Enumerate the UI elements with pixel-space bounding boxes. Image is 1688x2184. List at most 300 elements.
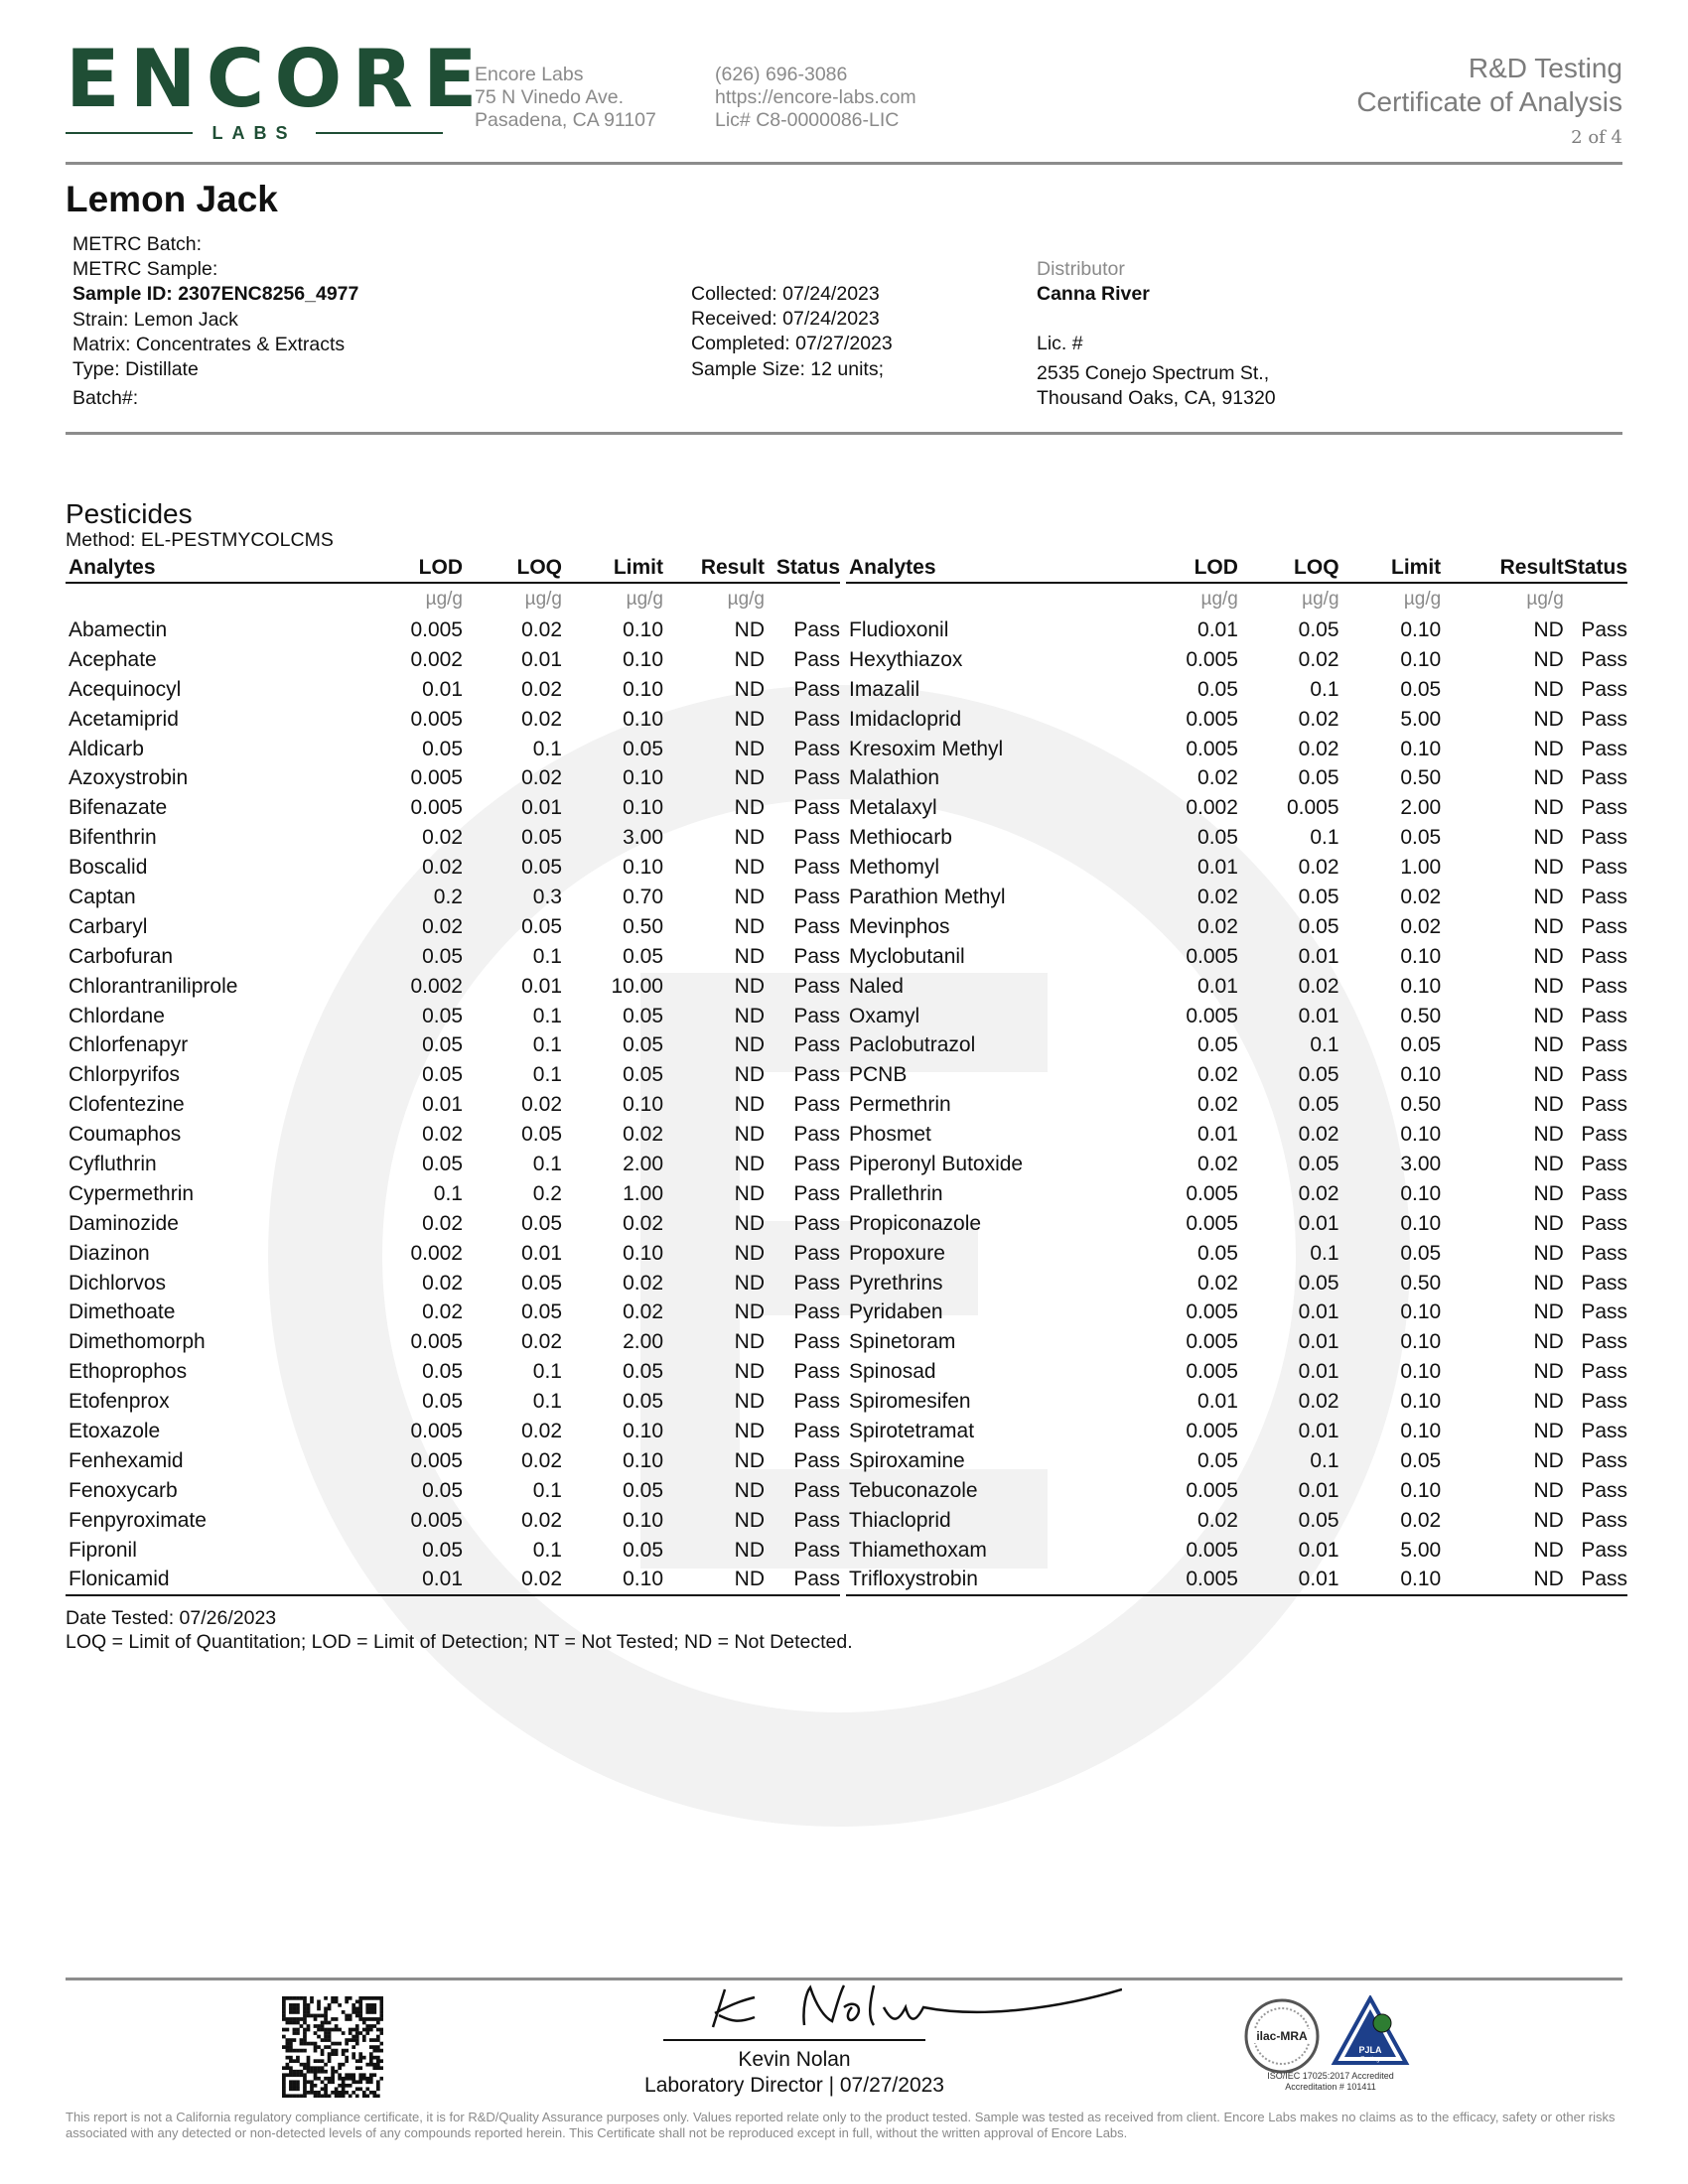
ilac-text: ilac-MRA xyxy=(1256,2029,1308,2043)
loq-value: 0.02 xyxy=(1298,1123,1339,1147)
table-row xyxy=(846,1030,1627,1060)
status-value: Pass xyxy=(793,826,840,850)
column-header: Status xyxy=(765,554,840,583)
limit-value: 0.10 xyxy=(1400,1419,1442,1442)
limit-value: 0.05 xyxy=(623,1033,663,1057)
status-value: Pass xyxy=(1581,1271,1627,1295)
lod-value: 0.005 xyxy=(1186,1478,1238,1502)
lod-value: 0.02 xyxy=(1197,1508,1238,1532)
limit-value: 0.10 xyxy=(1400,737,1442,760)
sample-type: Type: Distillate xyxy=(72,358,199,381)
loq-value: 0.01 xyxy=(1298,944,1339,968)
analyte-name: Fenpyroximate xyxy=(69,1508,207,1532)
status-value: Pass xyxy=(793,647,840,671)
loq-value: 0.02 xyxy=(521,1093,562,1117)
status-value: Pass xyxy=(1581,1063,1627,1087)
analyte-name: Metalaxyl xyxy=(849,796,937,820)
loq-value: 0.1 xyxy=(1310,826,1339,850)
lab-contact xyxy=(715,64,916,132)
table-row xyxy=(66,883,840,912)
lod-value: 0.005 xyxy=(410,707,463,731)
limit-value: 0.02 xyxy=(623,1271,663,1295)
column-header: Result xyxy=(663,554,765,583)
lod-value: 0.05 xyxy=(422,944,463,968)
status-value: Pass xyxy=(765,1566,840,1596)
analyte-name: Aldicarb xyxy=(69,737,144,760)
table-row xyxy=(846,853,1627,883)
report-title: Certificate of Analysis xyxy=(1356,86,1622,117)
table-row xyxy=(846,1476,1627,1506)
loq-value: 0.02 xyxy=(521,677,562,701)
table-row xyxy=(66,763,840,793)
result-value: ND xyxy=(1533,1419,1564,1442)
loq-value: 0.1 xyxy=(532,1538,562,1562)
loq-value: 0.05 xyxy=(521,914,562,938)
limit-value: 0.10 xyxy=(1400,617,1442,641)
loq-value: 0.005 xyxy=(1286,796,1339,820)
accreditation-number: Accreditation # 101411 xyxy=(1285,2082,1376,2092)
result-value: ND xyxy=(1533,1152,1564,1175)
lod-value: 0.005 xyxy=(1186,1419,1238,1442)
column-header: Status xyxy=(1564,554,1627,583)
table-row xyxy=(846,1297,1627,1327)
limit-value: 0.10 xyxy=(623,617,663,641)
result-value: ND xyxy=(734,1181,765,1205)
loq-value: 0.01 xyxy=(1298,1330,1339,1354)
lod-value: 0.002 xyxy=(1186,796,1238,820)
loq-value: 0.05 xyxy=(521,826,562,850)
limit-value: 0.10 xyxy=(1339,1566,1442,1596)
result-value: ND xyxy=(734,856,765,880)
info-divider xyxy=(66,432,1622,435)
limit-value: 10.00 xyxy=(611,974,663,998)
table-row xyxy=(66,1387,840,1417)
result-value: ND xyxy=(1533,914,1564,938)
limit-value: 0.50 xyxy=(1400,766,1442,790)
limit-value: 0.05 xyxy=(623,737,663,760)
limit-value: 0.10 xyxy=(1400,1390,1442,1414)
distributor-license: Lic. # xyxy=(1037,333,1083,355)
analyte-name: Spinetoram xyxy=(849,1330,956,1354)
analyte-name: PCNB xyxy=(849,1063,908,1087)
lod-value: 0.02 xyxy=(422,856,463,880)
loq-value: 0.02 xyxy=(1298,974,1339,998)
analyte-name: Fenoxycarb xyxy=(69,1478,178,1502)
status-value: Pass xyxy=(793,1004,840,1027)
status-value: Pass xyxy=(793,1330,840,1354)
result-value: ND xyxy=(734,766,765,790)
batch-number: Batch#: xyxy=(72,387,139,410)
signer-name: Kevin Nolan xyxy=(738,2048,851,2071)
lod-value: 0.01 xyxy=(1197,974,1238,998)
analyte-name: Carbofuran xyxy=(69,944,174,968)
status-value: Pass xyxy=(793,617,840,641)
lod-value: 0.005 xyxy=(1186,707,1238,731)
lod-value: 0.05 xyxy=(422,1004,463,1027)
limit-value: 0.02 xyxy=(1400,914,1442,938)
status-value: Pass xyxy=(1581,856,1627,880)
limit-value: 0.10 xyxy=(1400,1478,1442,1502)
table-header xyxy=(846,554,1627,583)
result-value: ND xyxy=(1533,1004,1564,1027)
lod-value: 0.02 xyxy=(422,826,463,850)
abbreviation-legend: LOQ = Limit of Quantitation; LOD = Limit of Detection; NT = Not Tested; ND = Not Detected. xyxy=(66,1631,853,1653)
limit-value: 0.10 xyxy=(1400,944,1442,968)
limit-value: 0.10 xyxy=(1400,1123,1442,1147)
lod-value: 0.005 xyxy=(1186,1004,1238,1027)
lod-value: 0.02 xyxy=(1197,1271,1238,1295)
lod-value: 0.05 xyxy=(422,1478,463,1502)
limit-value: 0.10 xyxy=(1400,647,1442,671)
limit-value: 0.05 xyxy=(1400,826,1442,850)
table-row xyxy=(846,942,1627,972)
lod-value: 0.005 xyxy=(1186,737,1238,760)
lod-value: 0.05 xyxy=(422,1033,463,1057)
table-row xyxy=(66,853,840,883)
limit-value: 0.70 xyxy=(623,885,663,908)
status-value: Pass xyxy=(1581,1478,1627,1502)
status-value: Pass xyxy=(1581,885,1627,908)
analyte-name: Chlorpyrifos xyxy=(69,1063,181,1087)
result-value: ND xyxy=(1533,885,1564,908)
table-row xyxy=(846,1327,1627,1357)
result-value: ND xyxy=(1533,737,1564,760)
status-value: Pass xyxy=(1581,826,1627,850)
table-row xyxy=(66,1179,840,1209)
table-row xyxy=(846,1506,1627,1536)
result-value: ND xyxy=(1533,1241,1564,1265)
result-value: ND xyxy=(734,1033,765,1057)
result-value: ND xyxy=(1533,766,1564,790)
result-value: ND xyxy=(734,737,765,760)
loq-value: 0.01 xyxy=(1298,1419,1339,1442)
limit-value: 0.05 xyxy=(623,1538,663,1562)
analyte-name: Spiroxamine xyxy=(849,1448,965,1472)
result-value: ND xyxy=(734,1478,765,1502)
status-value: Pass xyxy=(1581,677,1627,701)
result-value: ND xyxy=(734,1330,765,1354)
status-value: Pass xyxy=(793,766,840,790)
strain: Strain: Lemon Jack xyxy=(72,308,238,331)
limit-value: 0.02 xyxy=(1400,885,1442,908)
result-value: ND xyxy=(734,1241,765,1265)
table-row xyxy=(66,1417,840,1446)
signatory xyxy=(596,2047,993,2099)
analyte-name: Parathion Methyl xyxy=(849,885,1006,908)
loq-value: 0.1 xyxy=(532,1360,562,1384)
analyte-name: Fipronil xyxy=(69,1538,137,1562)
analyte-name: Flonicamid xyxy=(66,1566,324,1596)
column-header: Analytes xyxy=(66,554,324,583)
table-row xyxy=(66,1209,840,1239)
column-header: LOD xyxy=(1094,554,1238,583)
status-value: Pass xyxy=(793,1538,840,1562)
lod-value: 0.01 xyxy=(1197,617,1238,641)
table-row xyxy=(66,942,840,972)
status-value: Pass xyxy=(1581,766,1627,790)
limit-value: 0.05 xyxy=(623,1360,663,1384)
status-value: Pass xyxy=(793,1271,840,1295)
lod-value: 0.02 xyxy=(1197,1063,1238,1087)
status-value: Pass xyxy=(1581,707,1627,731)
analyte-name: Azoxystrobin xyxy=(69,766,189,790)
analyte-name: Oxamyl xyxy=(849,1004,920,1027)
lod-value: 0.005 xyxy=(410,1419,463,1442)
loq-value: 0.1 xyxy=(532,737,562,760)
lod-value: 0.005 xyxy=(410,1508,463,1532)
table-row xyxy=(66,1536,840,1566)
lod-value: 0.02 xyxy=(1197,1093,1238,1117)
table-row xyxy=(66,1120,840,1150)
column-header: Limit xyxy=(562,554,663,583)
lod-value: 0.01 xyxy=(1197,1123,1238,1147)
status-value: Pass xyxy=(793,1063,840,1087)
limit-value: 0.05 xyxy=(1400,1033,1442,1057)
completed-date: Completed: 07/27/2023 xyxy=(691,333,893,355)
limit-value: 0.50 xyxy=(623,914,663,938)
result-value: ND xyxy=(734,1093,765,1117)
analyte-name: Malathion xyxy=(849,766,940,790)
unit-label: µg/g xyxy=(1302,589,1339,610)
sample-id: Sample ID: 2307ENC8256_4977 xyxy=(72,283,359,306)
table-row xyxy=(66,972,840,1002)
loq-value: 0.02 xyxy=(521,1508,562,1532)
limit-value: 1.00 xyxy=(623,1181,663,1205)
result-value: ND xyxy=(1533,707,1564,731)
status-value: Pass xyxy=(793,856,840,880)
analyte-name: Myclobutanil xyxy=(849,944,965,968)
unit-label: µg/g xyxy=(1403,589,1442,610)
qr-code-icon xyxy=(282,1996,383,2098)
result-value: ND xyxy=(1533,974,1564,998)
analyte-name: Methomyl xyxy=(849,856,940,880)
limit-value: 2.00 xyxy=(623,1330,663,1354)
result-value: ND xyxy=(734,914,765,938)
status-value: Pass xyxy=(1581,1390,1627,1414)
loq-value: 0.01 xyxy=(521,796,562,820)
analyte-name: Carbaryl xyxy=(69,914,148,938)
loq-value: 0.01 xyxy=(1298,1478,1339,1502)
lod-value: 0.005 xyxy=(1186,1211,1238,1235)
lod-value: 0.01 xyxy=(422,677,463,701)
limit-value: 0.10 xyxy=(1400,974,1442,998)
table-row xyxy=(66,615,840,645)
table-row xyxy=(846,645,1627,675)
loq-value: 0.1 xyxy=(532,1063,562,1087)
loq-value: 0.02 xyxy=(1298,1390,1339,1414)
lod-value: 0.005 xyxy=(1186,1360,1238,1384)
status-value: Pass xyxy=(793,1211,840,1235)
loq-value: 0.02 xyxy=(521,766,562,790)
analyte-name: Spirotetramat xyxy=(849,1419,975,1442)
loq-value: 0.02 xyxy=(521,1330,562,1354)
analyte-name: Phosmet xyxy=(849,1123,931,1147)
analyte-name: Tebuconazole xyxy=(849,1478,978,1502)
distributor-city: Thousand Oaks, CA, 91320 xyxy=(1037,386,1276,409)
lod-value: 0.1 xyxy=(433,1181,463,1205)
table-row xyxy=(846,1090,1627,1120)
sample-size: Sample Size: 12 units; xyxy=(691,357,885,380)
limit-value: 0.02 xyxy=(623,1300,663,1324)
limit-value: 2.00 xyxy=(623,1152,663,1175)
table-row xyxy=(66,912,840,942)
status-value: Pass xyxy=(793,1123,840,1147)
result-value: ND xyxy=(734,1360,765,1384)
disclaimer: This report is not a California regulatory compliance certificate, it is for R&D/Quality Assurance purposes only. Values reported relate only to the product tested. Sample was tested as received from client. Encore Labs makes no claims as to the efficacy, safety or other risks associated with any detected or non-detected levels of any compounds reported herein. This Certificate shall not be reproduced except in full, without the written approval of Encore Labs. xyxy=(66,2110,1616,2140)
limit-value: 0.10 xyxy=(562,1566,663,1596)
loq-value: 0.02 xyxy=(521,1448,562,1472)
analyte-name: Spinosad xyxy=(849,1360,936,1384)
result-value: ND xyxy=(734,1271,765,1295)
result-value: ND xyxy=(734,885,765,908)
unit-label: µg/g xyxy=(1200,589,1238,610)
limit-value: 0.50 xyxy=(1400,1093,1442,1117)
status-value: Pass xyxy=(1581,737,1627,760)
limit-value: 0.05 xyxy=(1400,677,1442,701)
table-row xyxy=(66,1002,840,1031)
table-row xyxy=(846,883,1627,912)
lab-website: https://encore-labs.com xyxy=(715,86,916,108)
result-value: ND xyxy=(1533,1478,1564,1502)
loq-value: 0.02 xyxy=(521,617,562,641)
table-row xyxy=(846,615,1627,645)
result-value: ND xyxy=(1533,1448,1564,1472)
analyte-name: Dimethoate xyxy=(69,1300,176,1324)
analyte-name: Chlorantraniliprole xyxy=(69,974,238,998)
status-value: Pass xyxy=(793,885,840,908)
limit-value: 0.10 xyxy=(1400,1181,1442,1205)
date-tested: Date Tested: 07/26/2023 xyxy=(66,1607,277,1629)
limit-value: 0.05 xyxy=(1400,1241,1442,1265)
ilac-mra-logo-icon xyxy=(1243,1997,1321,2075)
limit-value: 0.10 xyxy=(1400,1063,1442,1087)
result-value: ND xyxy=(734,1063,765,1087)
result-value: ND xyxy=(734,1390,765,1414)
loq-value: 0.02 xyxy=(521,1419,562,1442)
loq-value: 0.1 xyxy=(1310,1241,1339,1265)
analyte-name: Etoxazole xyxy=(69,1419,161,1442)
lod-value: 0.05 xyxy=(422,1152,463,1175)
status-value: Pass xyxy=(1581,1033,1627,1057)
lod-value: 0.05 xyxy=(422,1063,463,1087)
status-value: Pass xyxy=(1581,1330,1627,1354)
table-row xyxy=(66,1060,840,1090)
result-value: ND xyxy=(1533,677,1564,701)
lod-value: 0.02 xyxy=(422,1300,463,1324)
limit-value: 0.10 xyxy=(623,1508,663,1532)
table-row xyxy=(846,1357,1627,1387)
table-row xyxy=(846,1002,1627,1031)
result-value: ND xyxy=(1533,1508,1564,1532)
lab-license: Lic# C8-0000086-LIC xyxy=(715,109,900,131)
loq-value: 0.02 xyxy=(1298,856,1339,880)
result-value: ND xyxy=(734,1508,765,1532)
table-row xyxy=(846,972,1627,1002)
lod-value: 0.005 xyxy=(1186,1300,1238,1324)
lod-value: 0.002 xyxy=(410,974,463,998)
lod-value: 0.02 xyxy=(422,1271,463,1295)
table-row xyxy=(66,1446,840,1476)
result-value: ND xyxy=(734,707,765,731)
unit-label: µg/g xyxy=(626,589,663,610)
table-row xyxy=(66,1297,840,1327)
status-value: Pass xyxy=(1564,1566,1627,1596)
loq-value: 0.01 xyxy=(521,647,562,671)
analyte-name: Captan xyxy=(69,885,136,908)
signature-line xyxy=(663,2039,925,2041)
analyte-name: Dimethomorph xyxy=(69,1330,206,1354)
result-value: ND xyxy=(734,1448,765,1472)
lod-value: 0.01 xyxy=(324,1566,463,1596)
result-value: ND xyxy=(1533,1330,1564,1354)
result-value: ND xyxy=(734,677,765,701)
result-value: ND xyxy=(1533,1360,1564,1384)
loq-value: 0.3 xyxy=(532,885,562,908)
analyte-name: Etofenprox xyxy=(69,1390,170,1414)
limit-value: 3.00 xyxy=(623,826,663,850)
table-row xyxy=(846,705,1627,735)
table-row xyxy=(66,1090,840,1120)
loq-value: 0.02 xyxy=(1298,737,1339,760)
result-value: ND xyxy=(1533,1390,1564,1414)
table-header xyxy=(66,554,840,583)
unit-label: µg/g xyxy=(1526,589,1564,610)
lod-value: 0.2 xyxy=(433,885,463,908)
pjla-text: PJLA xyxy=(1358,2045,1382,2055)
lab-street: 75 N Vinedo Ave. xyxy=(475,86,624,108)
result-value: ND xyxy=(663,1566,765,1596)
analyte-name: Fenhexamid xyxy=(69,1448,184,1472)
loq-value: 0.05 xyxy=(1298,1063,1339,1087)
table-row xyxy=(846,763,1627,793)
table-row xyxy=(846,1239,1627,1269)
table-row xyxy=(66,1150,840,1179)
table-row xyxy=(66,1506,840,1536)
table-row xyxy=(846,1120,1627,1150)
lod-value: 0.05 xyxy=(1197,1033,1238,1057)
limit-value: 0.10 xyxy=(1400,1300,1442,1324)
lod-value: 0.02 xyxy=(422,1211,463,1235)
table-row xyxy=(846,675,1627,705)
result-value: ND xyxy=(734,796,765,820)
status-value: Pass xyxy=(1581,1093,1627,1117)
distributor-label: Distributor xyxy=(1037,258,1125,280)
analyte-name: Naled xyxy=(849,974,904,998)
table-row xyxy=(66,1327,840,1357)
table-row xyxy=(846,1387,1627,1417)
column-header: Analytes xyxy=(846,554,1094,583)
table-row xyxy=(66,1239,840,1269)
loq-value: 0.01 xyxy=(1298,1004,1339,1027)
table-row xyxy=(846,1150,1627,1179)
received-date: Received: 07/24/2023 xyxy=(691,308,880,331)
loq-value: 0.05 xyxy=(1298,885,1339,908)
column-header: Result xyxy=(1441,554,1564,583)
table-row xyxy=(846,1060,1627,1090)
lab-address xyxy=(475,64,656,132)
status-value: Pass xyxy=(1581,1241,1627,1265)
result-value: ND xyxy=(734,617,765,641)
table-row xyxy=(66,1030,840,1060)
loq-value: 0.02 xyxy=(463,1566,562,1596)
loq-value: 0.02 xyxy=(1298,707,1339,731)
limit-value: 0.05 xyxy=(623,1063,663,1087)
limit-value: 0.02 xyxy=(623,1211,663,1235)
status-value: Pass xyxy=(1581,1211,1627,1235)
units-row xyxy=(846,583,1627,615)
analyte-name: Cyfluthrin xyxy=(69,1152,157,1175)
pjla-subtext: Testing xyxy=(1360,2057,1380,2063)
